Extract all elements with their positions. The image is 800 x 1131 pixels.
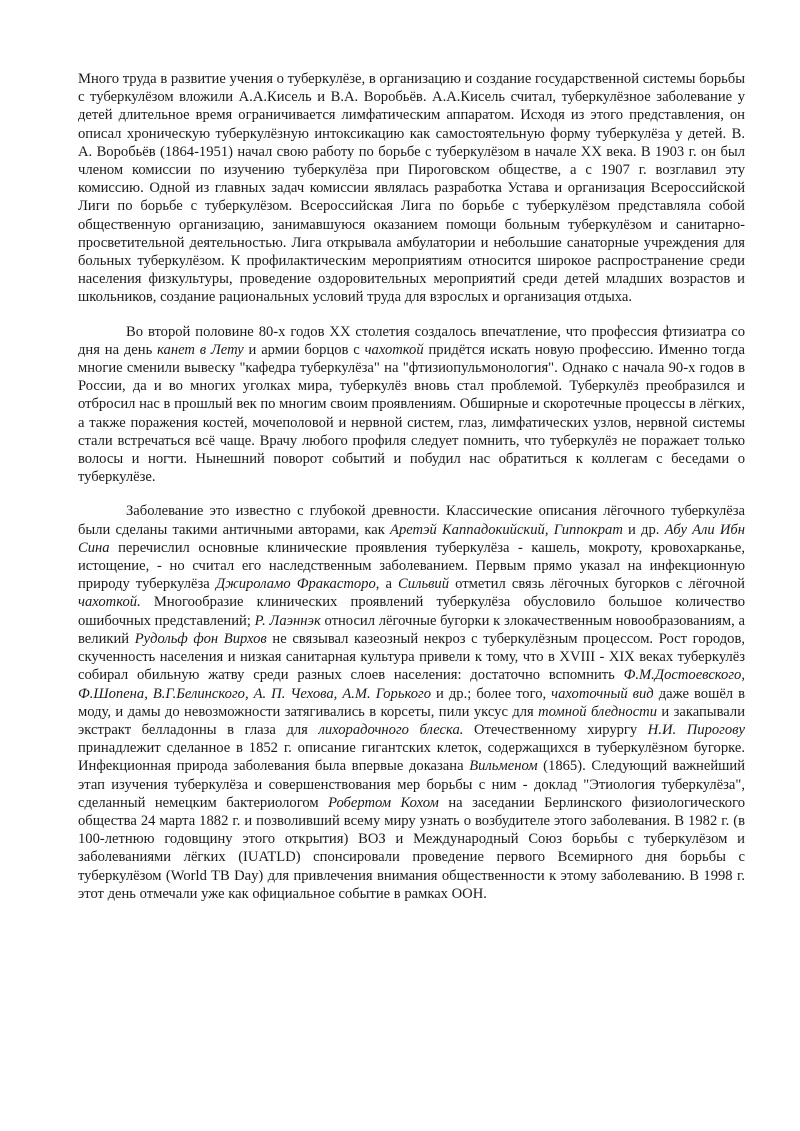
paragraph-3 — [78, 502, 745, 902]
text-run: и др.; более того, — [431, 685, 552, 702]
text-run: и др. — [622, 521, 665, 538]
text-run: не связывал казеозный некроз с туберкулёзным процессом. Рост городов, скученность населения и низкая санитарная культура привели к тому, что в XVIII - XIX веках туберкулёз собирал обильную жатву среди разных слоев населения: достаточно вспомнить — [78, 630, 746, 684]
italic-text-run: чахоточный вид — [551, 685, 654, 702]
italic-text-run: томной бледности — [538, 703, 658, 720]
italic-text-run: Рудольф фон Вирхов — [134, 630, 267, 647]
italic-text-run: Вильменом — [469, 758, 538, 775]
italic-text-run: Абу Али Ибн Сина — [78, 521, 745, 556]
text-run: принадлежит сделанное в 1852 г. описание гигантских клеток, содержащихся в туберкулёзном бугорке. Инфекционная природа заболевания была впервые доказана — [78, 740, 745, 775]
document-page — [78, 70, 745, 903]
paragraph-1 — [78, 70, 745, 307]
italic-text-run: чахоткой — [364, 341, 424, 358]
text-run: даже вошёл в моду, и дамы до невозможности затягивались в корсеты, пили уксус для — [78, 685, 745, 720]
italic-text-run: канет в Лету — [157, 341, 244, 358]
italic-text-run: Р. Лаэннэк — [254, 612, 321, 629]
text-run: Заболевание это известно с глубокой древности. Классические описания лёгочного туберкулёза были сделаны такими античными авторами, как — [78, 503, 745, 538]
paragraph-gap — [78, 486, 745, 502]
italic-text-run: Робертом Кохом — [328, 794, 439, 811]
text-run: Много труда в развитие учения о туберкулёзе, в организацию и создание государственной системы борьбы с туберкулёзом вложили А.А.Кисель и В.А. Воробьёв. А.А.Кисель считал, туберкулёзное заболевание у детей длительное время ограничивается лимфатическим аппаратом. Исходя из этого представления, он описал хроническую туберкулёзную интоксикацию как самостоятельную форму туберкулёза у детей. В. А. Воробьёв (1864-1951) начал свою работу по борьбе с туберкулёзом в начале XX века. В 1903 г. он был членом комиссии по изучению туберкулёза при Пироговском обществе, а с 1907 г. возглавил эту комиссию. Одной из главных задач комиссии являлась разработка Устава и организация Всероссийской Лиги по борьбе с туберкулёзом. Всероссийская Лига по борьбе с туберкулёзом представляла собой общественную организацию, занимавшуюся оказанием помощи больным туберкулёзом и санитарно-просветительной деятельностью. Лига открывала амбулатории и небольшие санаторные учреждения для больных туберкулёзом. К профилактическим мероприятиям относится широкое распространение среди населения физкультуры, проведение оздоровительных мероприятий среди детей младших возрастов и школьников, создание рациональных условий труда для взрослых и организация отдыха. — [78, 71, 745, 306]
text-run: Многообразие клинических проявлений туберкулёза обусловило большое количество ошибочных представлений; — [78, 594, 745, 629]
italic-text-run: Сильвий — [398, 576, 450, 593]
italic-text-run: Ф.М.Достоевского, Ф.Шопена, В.Г.Белинского, А. П. Чехова, А.М. Горького — [78, 667, 745, 702]
text-run: на заседании Берлинского физиологического общества 24 марта 1882 г. и позволивший всему миру узнать о возбудителе этого заболевания. В 1982 г. (в 100-летнюю годовщину этого открытия) ВОЗ и Международный Союз борьбы с туберкулёзом и заболеваниями лёгких (IUATLD) спонсировали проведение первого Всемирного дня борьбы с туберкулёзом (World TB Day) для привлечения внимания общественности к этому заболеванию. В 1998 г. этот день отмечали уже как официальное событие в рамках ООН. — [78, 794, 745, 902]
text-run: и закапывали экстракт белладонны в глаза для — [78, 703, 746, 738]
text-run: , а — [375, 576, 399, 593]
italic-text-run: чахоткой. — [78, 594, 141, 611]
text-run: Во второй половине 80-х годов XX столетия создалось впечатление, что профессия фтизиатра со дня на день — [78, 323, 745, 358]
text-run: придётся искать новую профессию. Именно тогда многие сменили вывеску "кафедра туберкулёза" на "фтизиопульмонология". Однако с начала 90-х годов в России, да и во многих уголках мира, туберкулёз вновь стал проблемой. Туберкулёз преобразился и отбросил нас в прошлый век по многим своим проявлениям. Обширные и скоротечные процессы в лёгких, а также поражения костей, мочеполовой и нервной систем, глаз, лимфатических узлов, нервной системы стали встречаться всё чаще. Врачу любого профиля следует помнить, что туберкулёз не поражает только волосы и ногти. Нынешний поворот событий и побудил нас обратиться к коллегам с беседами о туберкулёзе. — [78, 341, 745, 486]
text-run: отметил связь лёгочных бугорков с лёгочной — [449, 576, 745, 593]
text-run: и армии борцов с — [243, 341, 365, 358]
text-run: относил лёгочные бугорки к злокачественным новообразованиям, а великий — [78, 612, 745, 647]
paragraph-gap — [78, 307, 745, 323]
italic-text-run: лихорадочного блеска. — [318, 721, 464, 738]
paragraph-2 — [78, 323, 745, 487]
italic-text-run: Н.И. Пирогову — [647, 721, 745, 738]
text-run: Отечественному хирургу — [463, 721, 648, 738]
italic-text-run: Джироламо Фракасторо — [215, 576, 376, 593]
text-run: (1865). Следующий важнейший этап изучения туберкулёза и совершенствования мер борьбы с ним - доклад "Этиология туберкулёза", сделанный немецким бактериологом — [78, 758, 746, 811]
italic-text-run: Аретэй Каппадокийский, Гиппократ — [390, 521, 623, 538]
text-run: перечислил основные клинические проявления туберкулёза - кашель, мокроту, кровохарканье, истощение, - но считал его наследственным заболеванием. Первым прямо указал на инфекционную природу туберкулёза — [78, 539, 745, 593]
